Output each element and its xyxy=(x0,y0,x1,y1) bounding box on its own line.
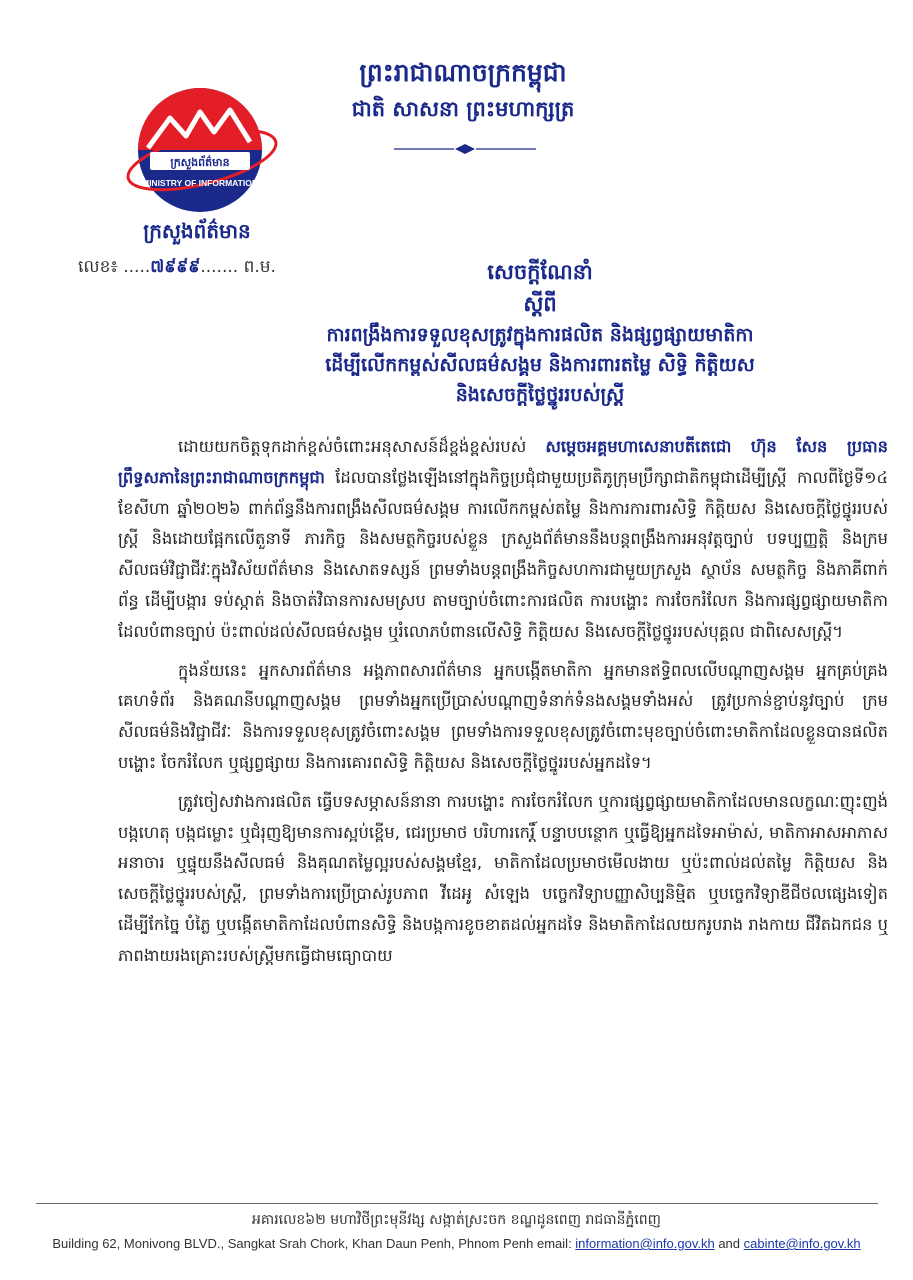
logo-text-en: MINISTRY OF INFORMATION xyxy=(141,178,259,188)
kingdom-title: ព្រះរាជាណាចក្រកម្ពុជា xyxy=(359,58,567,87)
title-line-4: ដើម្បីលើកកម្ពស់សីលធម៌សង្គម និងការពារតម្លៃ សិទ្ធិ កិត្តិយស xyxy=(325,354,755,376)
logo-text-kh: ក្រសួងព័ត៌មាន xyxy=(170,156,230,169)
document-body xyxy=(118,432,888,980)
footer-address-kh: អគារលេខ៦២ មហាវិថីព្រះមុនីវង្ស សង្កាត់ស្រះចក ខណ្ឌដូនពេញ រាជធានីភ្នំពេញ xyxy=(251,1212,662,1228)
ornament-divider xyxy=(390,142,540,156)
p1-bold-name: សម្តេចអគ្គមហាសេនាបតីតេជោ ហ៊ុន សែន ប្រធានព្រឹទ្ធសភានៃព្រះរាជាណាចក្រកម្ពុជា xyxy=(118,437,888,487)
footer-and: and xyxy=(714,1236,744,1251)
ref-label: លេខ៖ ..... xyxy=(78,257,151,277)
footer-address-text: Building 62, Monivong BLVD., Sangkat Srah Chork, Khan Daun Penh, Phnom Penh email: xyxy=(52,1236,576,1251)
paragraph-1 xyxy=(118,432,888,648)
paragraph-3: ត្រូវចៀសវាងការផលិត ធ្វើបទសម្ភាសន៍នានា ការបង្ហោះ ការចែករំលែក ឬការផ្សព្វផ្សាយមាតិកាដែលមានលក្ខណៈញុះញង់ បង្កហេតុ បង្កជម្លោះ ឬជំរុញឱ្យមានការស្អប់ខ្ពើម, ជេរប្រមាថ បរិហារកេរ្តិ៍ បន្ទាបបន្ថោក ឬធ្វើឱ្យអ្នកដទៃអាម៉ាស់, មាតិកាអាសអាភាស អនាចារ ឬផ្ទុយនឹងសីលធម៌ និងគុណតម្លៃល្អរបស់សង្គមខ្មែរ, មាតិកាដែលប្រមាថមើលងាយ ឬប៉ះពាល់ដល់តម្លៃ កិត្តិយស និងសេចក្តីថ្លៃថ្នូររបស់ស្ត្រី, ព្រមទាំងការប្រើប្រាស់រូបភាព វីដេអូ សំឡេង បច្ចេកវិទ្យាបញ្ញាសិប្បនិម្មិត ឬបច្ចេកវិទ្យាឌីជីថលផ្សេងទៀត ដើម្បីកែច្នៃ បំភ្លៃ ឬបង្កើតមាតិកាដែលបំពានសិទ្ធិ និងបង្កការខូចខាតដល់អ្នកដទៃ និងមាតិកាដែលយករូបរាង រាងកាយ ជីវិតឯកជន ឬភាពងាយរងគ្រោះរបស់ស្ត្រីមកធ្វើជាមធ្យោបាយ xyxy=(118,791,888,965)
ministry-logo xyxy=(120,82,280,217)
title-line-1: សេចក្តីណែនាំ xyxy=(487,260,593,284)
email-link-2[interactable]: cabinte@info.gov.kh xyxy=(743,1236,861,1251)
document-title xyxy=(110,256,870,410)
ref-suffix: ....... ព.ម. xyxy=(200,257,276,277)
title-line-5: និងសេចក្តីថ្លៃថ្នូររបស់ស្ត្រី xyxy=(455,384,625,406)
ministry-name: ក្រសួងព័ត៌មាន xyxy=(143,219,251,243)
ref-number: ៧៩៩៩ xyxy=(150,257,201,277)
paragraph-2: ក្នុងន័យនេះ អ្នកសារព័ត៌មាន អង្គភាពសារព័ត៌មាន អ្នកបង្កើតមាតិកា អ្នកមានឥទ្ធិពលលើបណ្តាញសង្គម អ្នកគ្រប់គ្រងគេហទំព័រ និងគណនីបណ្តាញសង្គម ព្រមទាំងអ្នកប្រើប្រាស់បណ្តាញទំនាក់ទំនងសង្គមទាំងអស់ ត្រូវប្រកាន់ខ្ជាប់នូវច្បាប់ ក្រមសីលធម៌និងវិជ្ជាជីវៈ និងការទទួលខុសត្រូវចំពោះសង្គម ព្រមទាំងការទទួលខុសត្រូវចំពោះមុខច្បាប់ចំពោះមាតិកាដែលខ្លួនបានផលិត បង្ហោះ ចែករំលែក ឬផ្សព្វផ្សាយ និងការគោរពសិទ្ធិ កិត្តិយស និងសេចក្តីថ្លៃថ្នូររបស់អ្នកដទៃ។ xyxy=(118,660,888,772)
national-motto: ជាតិ សាសនា ព្រះមហាក្សត្រ xyxy=(351,97,575,121)
title-line-3: ការពង្រឹងការទទួលខុសត្រូវក្នុងការផលិត និងផ្សព្វផ្សាយមាតិកា xyxy=(326,324,754,346)
title-line-2: ស្តីពី xyxy=(523,292,557,316)
footer-address-en xyxy=(0,1236,913,1251)
p1-rest: ដែលបានថ្លែងឡើងនៅក្នុងកិច្ចប្រជុំជាមួយប្រតិភូក្រុមប្រឹក្សាជាតិកម្ពុជាដើម្បីស្ត្រី កាលពីថ្ងៃទី១៤ ខែសីហា ឆ្នាំ២០២៦ ពាក់ព័ន្ធនឹងការពង្រឹងសីលធម៌សង្គម ការលើកកម្ពស់តម្លៃ និងការការពារសិទ្ធិ កិត្តិយស និងសេចក្តីថ្លៃថ្នូររបស់ស្ត្រី និងដោយផ្អែកលើតួនាទី ភារកិច្ច និងសមត្ថកិច្ចរបស់ខ្លួន ក្រសួងព័ត៌មាននឹងបន្តពង្រឹងការអនុវត្តច្បាប់ បទប្បញ្ញត្តិ និងក្រមសីលធម៌វិជ្ជាជីវៈក្នុងវិស័យព័ត៌មាន និងសោតទស្សន៍ ព្រមទាំងបន្តពង្រឹងកិច្ចសហការជាមួយក្រសួង ស្ថាប័ន សមត្ថកិច្ច និងភាគីពាក់ព័ន្ធ ដើម្បីបង្ការ ទប់ស្កាត់ និងចាត់វិធានការសមស្រប តាមច្បាប់ចំពោះការផលិត ការបង្ហោះ ការចែករំលែក និងការផ្សព្វផ្សាយមាតិកាដែលបំពានច្បាប់ ប៉ះពាល់ដល់សីលធម៌សង្គម ឬរំលោភបំពានលើសិទ្ធិ កិត្តិយស និងសេចក្តីថ្លៃថ្នូររបស់បុគ្គល ជាពិសេសស្ត្រី។ xyxy=(118,467,888,641)
email-link-1[interactable]: information@info.gov.kh xyxy=(575,1236,715,1251)
footer-divider xyxy=(36,1203,878,1204)
p1-start: ដោយយកចិត្តទុកដាក់ខ្ពស់ចំពោះអនុសាសន៍ដ៏ខ្ពង់ខ្ពស់របស់ xyxy=(178,437,546,456)
